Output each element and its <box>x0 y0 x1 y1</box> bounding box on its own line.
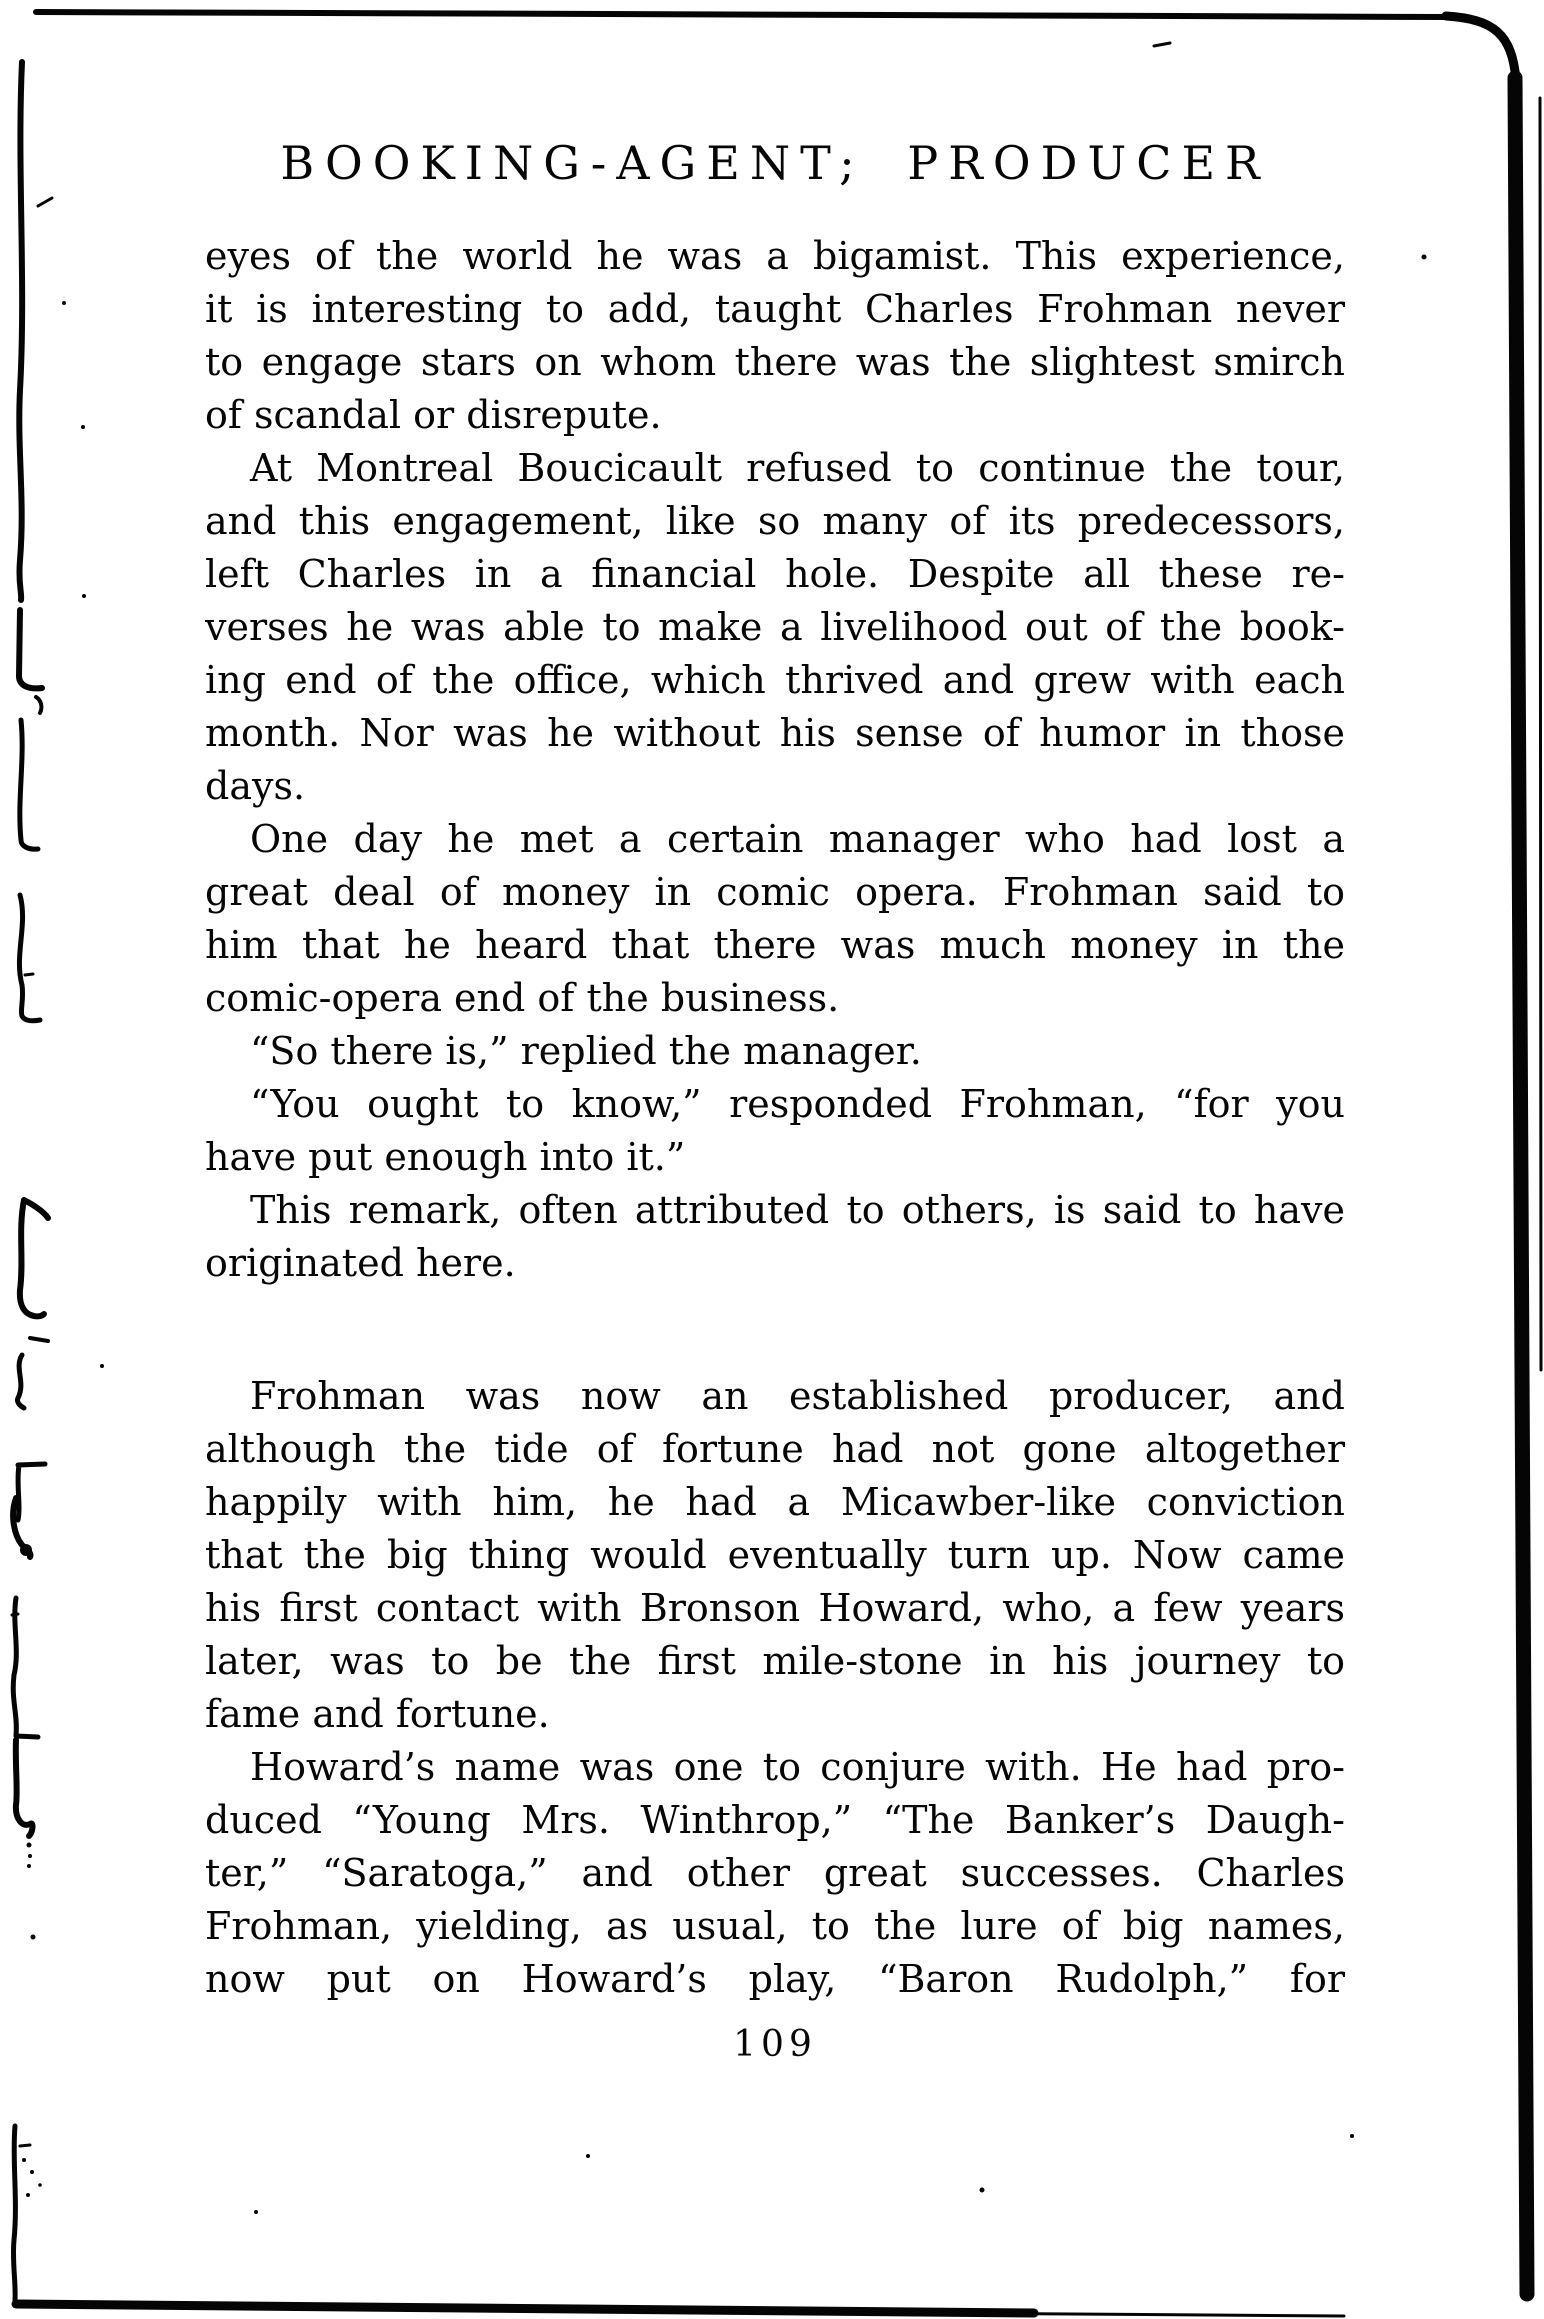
page-edge-top <box>36 12 1448 17</box>
page-number: 109 <box>733 2024 817 2065</box>
binding-mark <box>20 720 38 849</box>
text-line: have put enough into it.” <box>205 1135 686 1179</box>
text-line: comic-opera end of the business. <box>205 976 840 1020</box>
text-line: Howard’s name was one to conjure with. He had pro- <box>250 1745 1345 1789</box>
section-break <box>205 1290 1345 1370</box>
binding-mark <box>13 1598 38 1737</box>
ink-speck <box>1422 255 1427 260</box>
binding-mark <box>28 1854 32 1858</box>
ink-speck <box>38 198 52 206</box>
ink-speck <box>980 2188 985 2193</box>
binding-mark <box>16 1740 33 1836</box>
running-head: BOOKING-AGENT; PRODUCER <box>280 136 1270 190</box>
ink-speck <box>82 594 86 598</box>
text-line: it is interesting to add, taught Charles Frohman never <box>205 287 1345 331</box>
text-line: eyes of the world he was a bigamist. This experience, <box>205 234 1345 278</box>
paragraph-5 <box>205 1078 1345 1184</box>
binding-mark <box>27 1843 32 1848</box>
text-line: ing end of the office, which thrived and grew with each <box>205 658 1345 702</box>
ink-speck <box>62 301 66 305</box>
text-line: fame and fortune. <box>205 1692 550 1736</box>
binding-mark <box>27 1864 31 1868</box>
text-line: duced “Young Mrs. Winthrop,” “The Banker’s Daugh- <box>205 1798 1345 1842</box>
page-edge-corner-tr <box>1446 16 1516 80</box>
body-text <box>205 230 1345 2065</box>
text-line: later, was to be the first mile-stone in his journey to <box>205 1639 1345 1683</box>
ink-speck <box>1154 43 1170 46</box>
text-line: This remark, often attributed to others, is said to have <box>250 1188 1345 1232</box>
text-line: Frohman, yielding, as usual, to the lure of big names, <box>205 1904 1345 1948</box>
binding-mark <box>25 974 33 975</box>
binding-mark <box>13 2126 15 2300</box>
text-line: One day he met a certain manager who had lost a <box>250 817 1345 861</box>
text-line: left Charles in a financial hole. Despite all these re- <box>205 552 1345 596</box>
page-edge-bottom <box>16 2304 1034 2313</box>
binding-mark <box>30 2170 34 2174</box>
paragraph-3 <box>205 813 1345 1025</box>
ink-speck <box>586 2154 590 2158</box>
paragraph-1 <box>205 230 1345 442</box>
text-line: his first contact with Bronson Howard, who, a few years <box>205 1586 1345 1630</box>
binding-mark <box>30 1338 48 1341</box>
paragraph-4 <box>205 1025 1345 1078</box>
text-line: ter,” “Saratoga,” and other great successes. Charles <box>205 1851 1345 1895</box>
binding-mark <box>19 62 22 600</box>
page-edge-right <box>1515 78 1527 2294</box>
text-line: now put on Howard’s play, “Baron Rudolph,” for <box>205 1957 1345 2001</box>
text-line: At Montreal Boucicault refused to continue the tour, <box>250 446 1345 490</box>
text-line: although the tide of fortune had not gone altogether <box>205 1427 1345 1471</box>
text-line: happily with him, he had a Micawber-like conviction <box>205 1480 1345 1524</box>
binding-mark <box>38 2183 42 2187</box>
binding-mark <box>31 1935 36 1940</box>
binding-mark <box>19 610 42 688</box>
text-line: days. <box>205 764 306 808</box>
ink-speck <box>1350 2134 1354 2138</box>
text-line: verses he was able to make a livelihood out of the book- <box>205 605 1345 649</box>
binding-mark <box>20 2145 30 2146</box>
text-line: him that he heard that there was much money in the <box>205 923 1345 967</box>
page-edge-right-outer <box>1540 98 1541 1370</box>
ink-speck <box>100 1364 104 1368</box>
paragraph-6 <box>205 1184 1345 1290</box>
text-line: originated here. <box>205 1241 516 1285</box>
ink-speck <box>81 425 85 429</box>
text-line: that the big thing would eventually turn up. Now came <box>205 1533 1345 1577</box>
binding-mark <box>18 1464 45 1520</box>
binding-mark <box>17 1355 24 1408</box>
text-line: great deal of money in comic opera. Frohman said to <box>205 870 1345 914</box>
binding-mark <box>20 1544 32 1556</box>
text-line: month. Nor was he without his sense of humor in those <box>205 711 1345 755</box>
binding-mark <box>36 697 41 713</box>
paragraph-7 <box>205 1370 1345 1741</box>
paragraph-2 <box>205 442 1345 813</box>
text-line: to engage stars on whom there was the slightest smirch <box>205 340 1345 384</box>
binding-mark <box>13 1498 30 1557</box>
binding-mark <box>20 1200 48 1316</box>
page-edge-bottom-thin <box>520 2310 1344 2316</box>
text-line: and this engagement, like so many of its predecessors, <box>205 499 1345 543</box>
text-line: Frohman was now an established producer, and <box>250 1374 1345 1418</box>
binding-mark <box>19 895 40 1021</box>
text-line: “You ought to know,” responded Frohman, “for you <box>250 1082 1345 1126</box>
binding-mark <box>12 1614 18 1615</box>
ink-speck <box>254 2210 258 2214</box>
text-line: “So there is,” replied the manager. <box>250 1029 922 1073</box>
paragraph-8 <box>205 1741 1345 2006</box>
binding-mark <box>22 2158 26 2162</box>
binding-mark <box>26 2193 30 2197</box>
text-line: of scandal or disrepute. <box>205 393 662 437</box>
